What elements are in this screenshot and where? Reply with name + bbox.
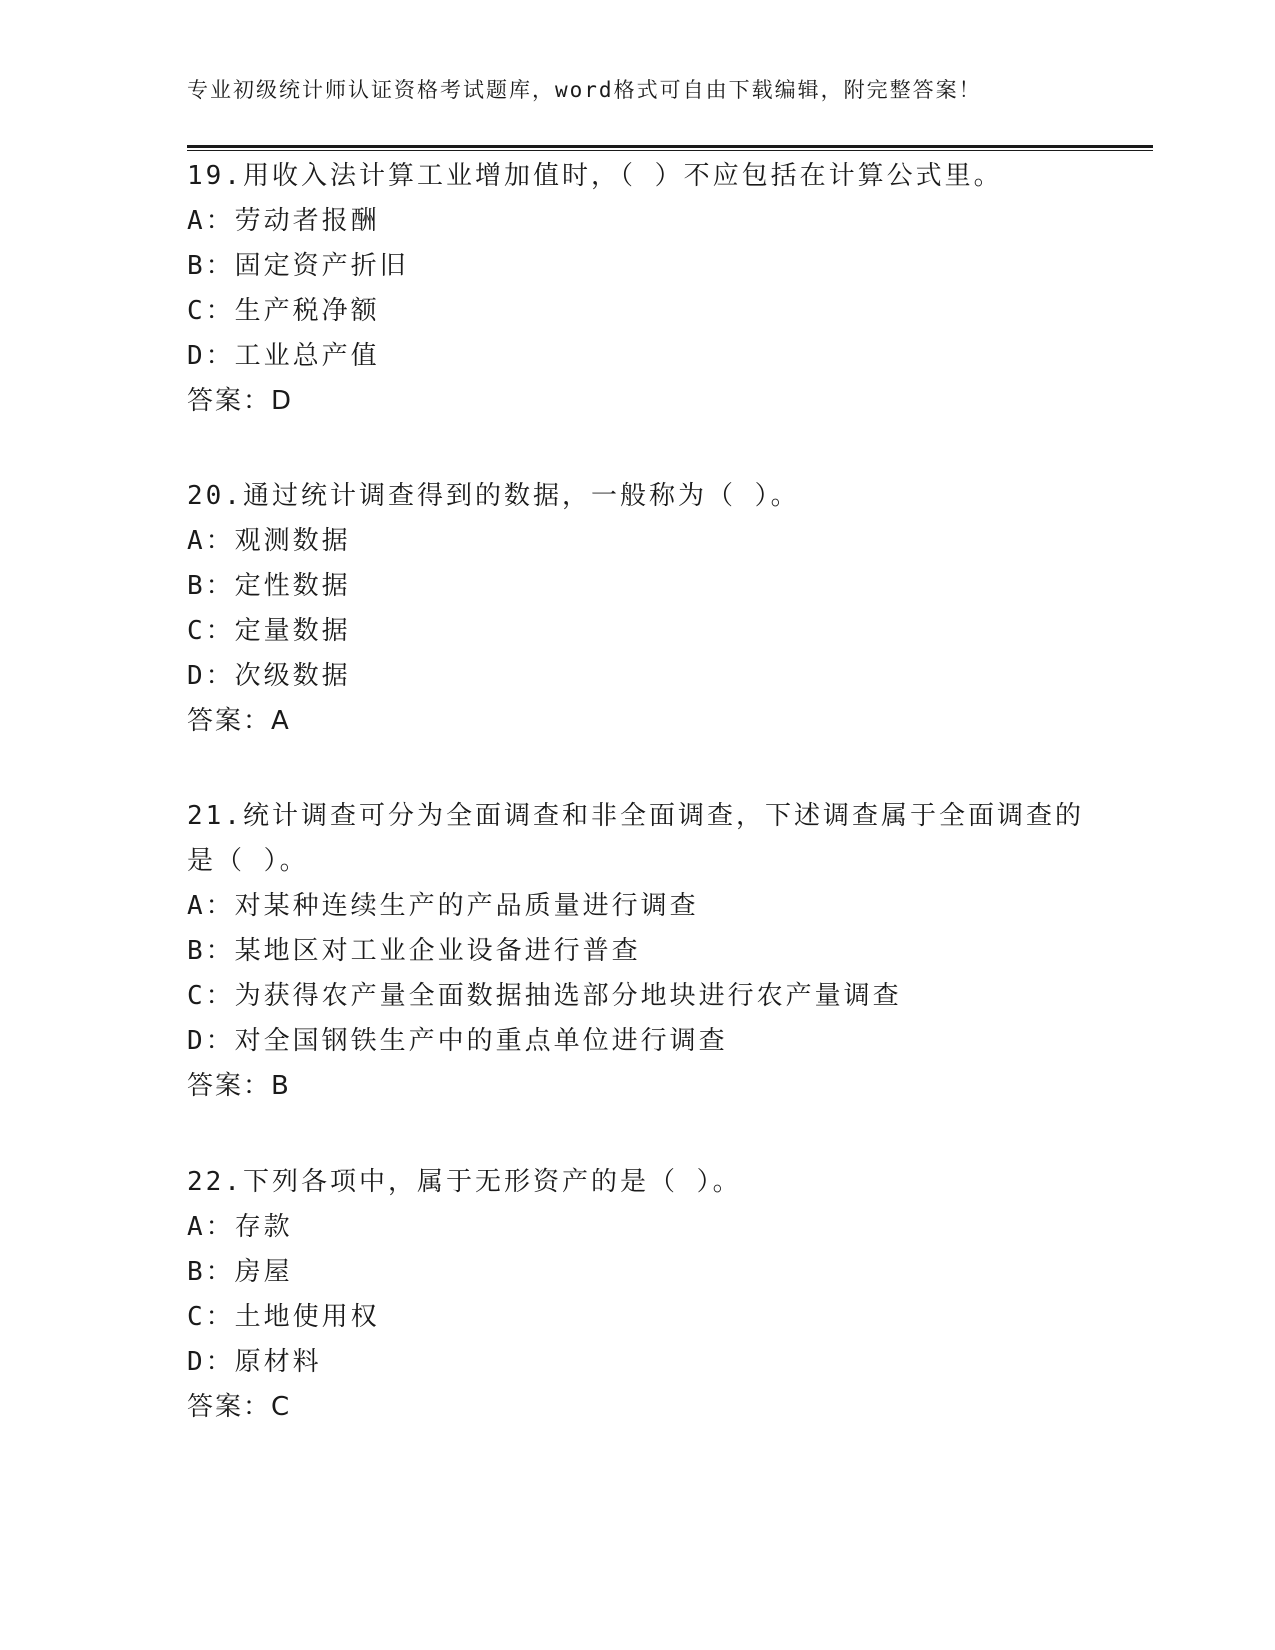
option-c: C：土地使用权	[187, 1302, 380, 1332]
option-d: D：原材料	[187, 1347, 322, 1377]
question-stem: 19.用收入法计算工业增加值时，（ ）不应包括在计算公式里。	[187, 161, 1003, 191]
option-b: B：定性数据	[187, 571, 351, 601]
option-d: D：对全国钢铁生产中的重点单位进行调查	[187, 1026, 728, 1056]
option-b: B：房屋	[187, 1257, 293, 1287]
option-a: A：劳动者报酬	[187, 206, 380, 236]
option-c: C：生产税净额	[187, 296, 380, 326]
option-c: C：为获得农产量全面数据抽选部分地块进行农产量调查	[187, 981, 902, 1011]
page-header: 专业初级统计师认证资格考试题库，word格式可自由下载编辑，附完整答案！	[187, 78, 982, 102]
header-divider-thick	[187, 145, 1153, 148]
option-a: A：对某种连续生产的产品质量进行调查	[187, 891, 699, 921]
option-a: A：存款	[187, 1212, 293, 1242]
question-21	[187, 794, 1087, 1109]
option-b: B：固定资产折旧	[187, 251, 409, 281]
answer: 答案：B	[187, 1071, 291, 1101]
question-20	[187, 474, 1087, 744]
question-19	[187, 154, 1087, 424]
option-c: C：定量数据	[187, 616, 351, 646]
question-stem: 22.下列各项中，属于无形资产的是（ ）。	[187, 1167, 742, 1197]
question-22	[187, 1160, 1087, 1430]
answer: 答案：D	[187, 386, 294, 416]
option-d: D：次级数据	[187, 661, 351, 691]
question-stem: 21.统计调查可分为全面调查和非全面调查，下述调查属于全面调查的是（ ）。	[187, 801, 1084, 876]
option-a: A：观测数据	[187, 526, 351, 556]
answer: 答案：A	[187, 706, 291, 736]
option-b: B：某地区对工业企业设备进行普查	[187, 936, 641, 966]
header-divider-thin	[187, 150, 1153, 151]
option-d: D：工业总产值	[187, 341, 380, 371]
answer: 答案：C	[187, 1392, 292, 1422]
question-stem: 20.通过统计调查得到的数据，一般称为（ ）。	[187, 481, 800, 511]
